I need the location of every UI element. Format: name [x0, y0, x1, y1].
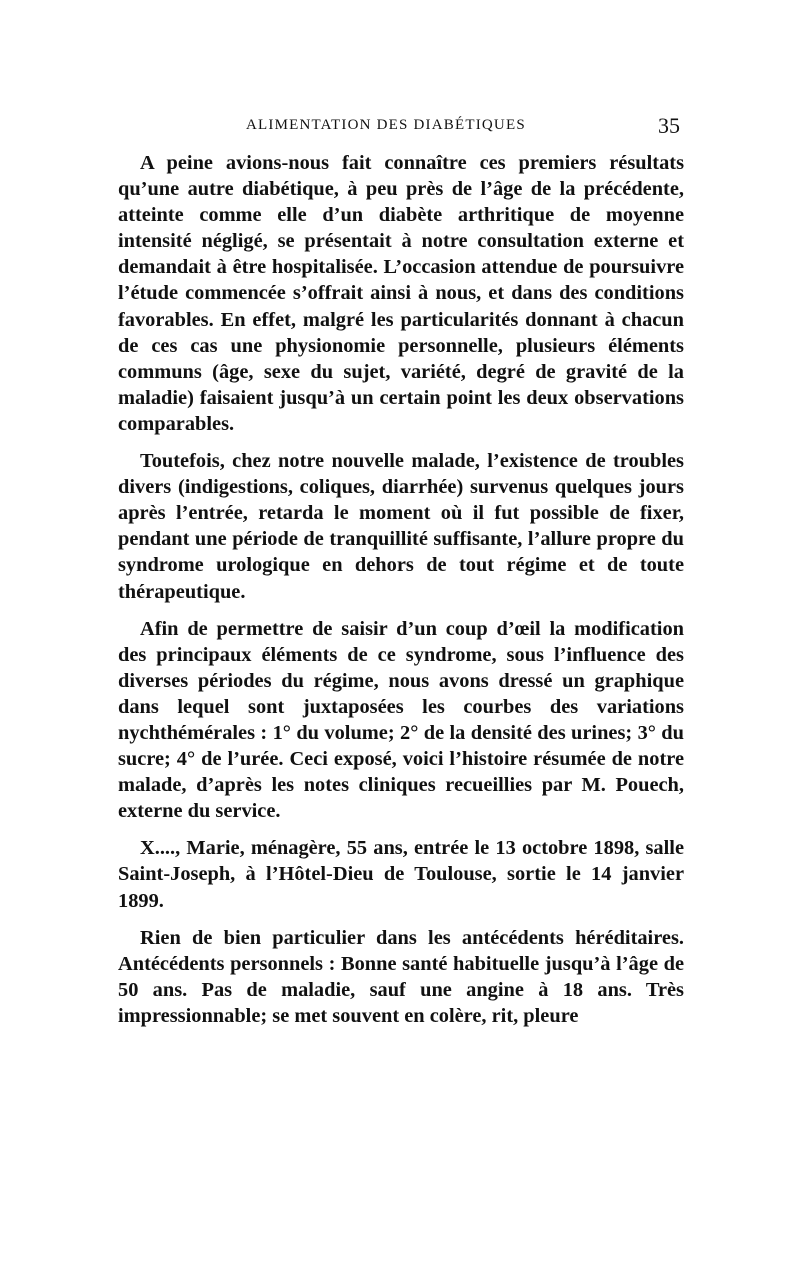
running-title: ALIMENTATION DES DIABÉTIQUES: [246, 117, 526, 133]
paragraph-4: X...., Marie, ménagère, 55 ans, entrée le 13 octobre 1898, salle Saint-Joseph, à l’Hôtel-Dieu de Toulouse, sortie le 14 janvier 1899.: [118, 837, 684, 912]
paragraph-3: Afin de permettre de saisir d’un coup d’œil la modification des principaux éléments de ce syndrome, sous l’influence des diverses périodes du régime, nous avons dressé un graphique dans lequel sont juxtaposées les courbes des variations nychthémérales : 1° du volume; 2° de la densité des urines; 3° du sucre; 4° de l’urée. Ceci exposé, voici l’histoire résumée de notre malade, d’après les notes cliniques recueillies par M. Pouech, externe du service.: [118, 617, 684, 823]
body-text: [118, 150, 684, 1040]
paragraph-1: A peine avions-nous fait connaître ces premiers résultats qu’une autre diabétique, à peu près de l’âge de la précédente, atteinte comme elle d’un diabète arthritique de moyenne intensité négligé, se présentait à notre consultation externe et demandait à être hospitalisée. L’occasion attendue de poursuivre l’étude commencée s’offrait ainsi à nous, et dans des conditions favorables. En effet, malgré les particularités donnant à chacun de ces cas une physionomie personnelle, plusieurs éléments communs (âge, sexe du sujet, variété, degré de gravité de la maladie) faisaient jusqu’à un certain point les deux observations comparables.: [118, 152, 684, 435]
running-head: [118, 113, 684, 143]
paragraph-5: Rien de bien particulier dans les antécédents héréditaires. Antécédents personnels : Bonne santé habituelle jusqu’à l’âge de 50 ans. Pas de maladie, sauf une angine à 18 ans. Très impressionnable; se met souvent en colère, rit, pleure: [118, 926, 684, 1027]
page-number: 35: [658, 113, 680, 138]
paragraph-2: Toutefois, chez notre nouvelle malade, l’existence de troubles divers (indigestions, coliques, diarrhée) survenus quelques jours après l’entrée, retarda le moment où il fut possible de fixer, pendant une période de tranquillité suffisante, l’allure propre du syndrome urologique en dehors de tout régime et de toute thérapeutique.: [118, 450, 684, 603]
